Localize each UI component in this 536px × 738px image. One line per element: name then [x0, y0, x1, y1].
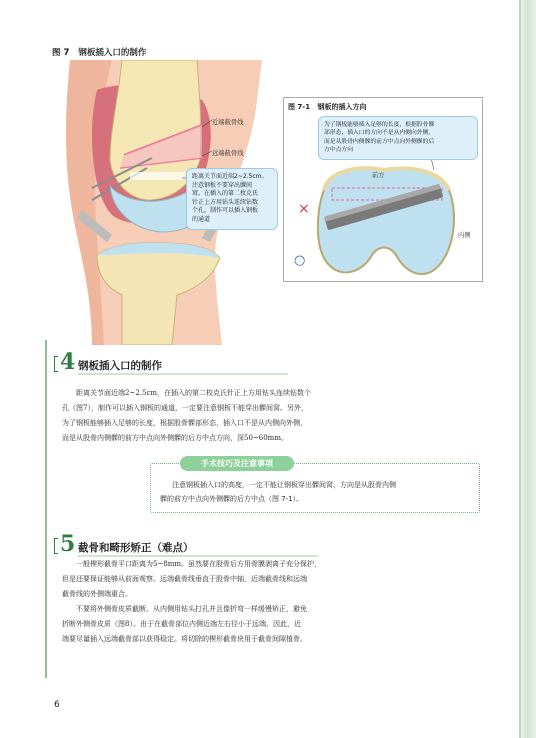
section-title: 截骨和畸形矫正（难点） [78, 542, 194, 554]
figure71-title-text: 钢板的插入方向 [317, 103, 367, 111]
figure-title-text: 钢板插入口的制作 [78, 48, 147, 58]
figure7-callout [186, 168, 278, 230]
section-number: 4 [60, 349, 76, 375]
paragraph-line: 孔（图7），制作可以插入钢板的通道，一定要注意钢板不能穿出髁间窝。另外， [62, 404, 308, 412]
paragraph-line: 但是还要保证能够从前面观察。远端截骨线垂直于股骨中轴，近端截骨线和远端 [62, 575, 307, 583]
section5-heading [60, 531, 380, 559]
section4-heading [60, 349, 380, 377]
paragraph-line: 而是从股骨内侧髁的前方中点向外侧髁的后方中点方向，深50~60mm。 [62, 434, 288, 442]
label-medial: 内侧 [458, 232, 471, 239]
figure-title [52, 46, 146, 58]
correct-direction-mark: ○ [294, 253, 306, 268]
callout-line: 针正上方用钻头连续钻数 [192, 198, 259, 206]
section-number: 5 [60, 531, 76, 557]
heading-bracket [54, 538, 58, 554]
figure-number: 图 7 [52, 48, 70, 58]
paragraph-line: 一般楔形截骨平口距离为5~8mm。虽然要在股骨后方用骨膜剥离子充分保护， [76, 560, 322, 568]
paragraph-line: 折断外侧骨皮质（图8）。由于在截骨部位内侧近端左右径小于远端，因此，近 [62, 620, 301, 628]
callout-line: 距离关节面近端2~2.5cm。 [192, 173, 268, 180]
label-front: 前方 [372, 172, 385, 179]
tip-line: 髁的前方中点向外侧髁的后方中点（图 7-1）。 [160, 495, 304, 503]
plate-channel [130, 172, 185, 180]
left-margin-rule [45, 340, 47, 678]
heading-underline [78, 373, 288, 375]
callout-line: 个孔，制作可以插入钢板 [192, 207, 259, 215]
callout-line: 方中点方向 [324, 147, 353, 154]
callout-line: 为了钢板能够插入足够的长度，根据股骨髁 [324, 122, 435, 128]
surgical-tip-tag: 手术技巧及注意事项 [180, 456, 294, 471]
callout-line: 而是从股骨内侧髁的前方中点向外侧髁的后 [324, 138, 435, 145]
section4-body [62, 386, 394, 446]
proximal-osteotomy-label: 近端截骨线 [212, 119, 244, 126]
callout-line: 窝。在插入的第二枚克氏 [192, 190, 259, 198]
distal-osteotomy-label: 远端截骨线 [212, 150, 244, 157]
callout-line: 注意钢板不要穿出髁间 [192, 181, 253, 189]
paragraph-line: 端要尽量插入远端截骨部以获得稳定。将切除的楔形截骨块用于截骨间隙植骨。 [62, 635, 307, 643]
figure71-callout [318, 116, 478, 160]
tip-line: 注意钢板插入口的高度，一定不能让钢板穿出髁间窝，方向是从股骨内侧 [172, 481, 396, 489]
section5-body [62, 557, 394, 647]
surgical-tip-text [160, 478, 396, 506]
paragraph-line: 不要将外侧骨皮质截断。从内侧用钻头打孔并且像折弯一样缓慢矫正，避免 [76, 605, 307, 613]
wrong-direction-mark: × [298, 201, 310, 217]
paragraph-line: 截骨线的外侧端重合。 [62, 590, 132, 598]
section-title: 钢板插入口的制作 [78, 360, 162, 372]
edge-stripe [521, 0, 536, 738]
callout-line: 部形态，插入口的方向不是从内侧向外侧， [324, 130, 435, 137]
heading-bracket [54, 356, 58, 372]
page-number: 6 [54, 700, 60, 710]
figure71-title [288, 102, 367, 112]
figure71-number: 图 7-1 [288, 103, 311, 111]
figure71-panel [283, 97, 483, 282]
callout-line: 的通道 [192, 215, 211, 223]
paragraph-line: 距离关节面近端2~2.5cm，在插入的第二枚克氏针正上方用钻头连续钻数个 [76, 389, 312, 397]
paragraph-line: 为了钢板能够插入足够的长度，根据股骨髁部形态，插入口不是从内侧向外侧， [62, 419, 307, 427]
direction-line [429, 160, 434, 170]
